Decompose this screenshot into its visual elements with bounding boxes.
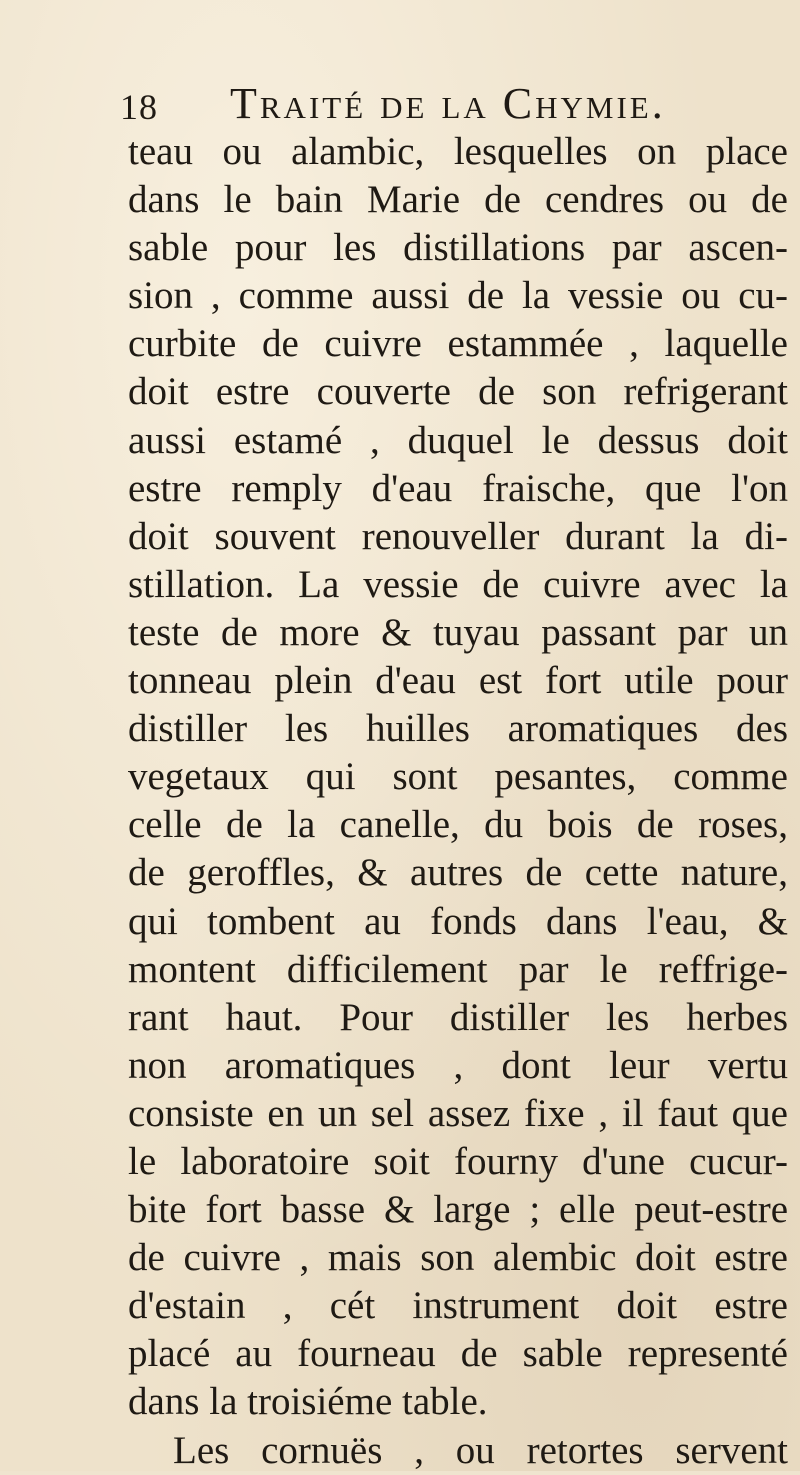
text-line: bite fort basse & large ; elle peut-estre xyxy=(128,1188,788,1232)
text-line: montent difficilement par le reffrige- xyxy=(128,947,788,991)
text-line: estre remply d'eau fraische, que l'on xyxy=(128,466,788,510)
text-line: dans la troisiéme table. xyxy=(128,1380,488,1424)
text-line: doit estre couverte de son refrigerant xyxy=(128,370,788,414)
text-line: doit souvent renouveller durant la di- xyxy=(128,514,788,558)
text-line: de geroffles, & autres de cette nature, xyxy=(128,851,788,895)
text-line: qui tombent au fonds dans l'eau, & xyxy=(128,899,788,943)
text-line: vegetaux qui sont pesantes, comme xyxy=(128,755,788,799)
text-line: d'estain , cét instrument doit estre xyxy=(128,1284,788,1328)
text-line: aussi estamé , duquel le dessus doit xyxy=(128,418,788,462)
text-line: distiller les huilles aromatiques des xyxy=(128,707,788,751)
running-head-title: Traité de la Chymie. xyxy=(230,79,666,128)
page-number: 18 xyxy=(120,87,158,127)
text-line: le laboratoire soit fourny d'une cucur- xyxy=(128,1139,788,1183)
text-line: stillation. La vessie de cuivre avec la xyxy=(128,562,788,606)
text-line: rant haut. Pour distiller les herbes xyxy=(128,995,788,1039)
text-line: consiste en un sel assez fixe , il faut que xyxy=(128,1091,788,1135)
text-line: teau ou alambic, lesquelles on place xyxy=(128,130,788,173)
text-line: celle de la canelle, du bois de roses, xyxy=(128,803,788,847)
text-line: curbite de cuivre estammée , laquelle xyxy=(128,322,788,366)
text-line: Les cornuës , ou retortes servent xyxy=(173,1428,788,1472)
text-line: de cuivre , mais son alembic doit estre xyxy=(128,1236,788,1280)
running-head xyxy=(120,78,760,128)
body-text xyxy=(128,128,788,1475)
text-line: sion , comme aussi de la vessie ou cu- xyxy=(128,274,788,318)
text-line: non aromatiques , dont leur vertu xyxy=(128,1043,788,1087)
text-line: dans le bain Marie de cendres ou de xyxy=(128,178,788,222)
text-line: teste de more & tuyau passant par un xyxy=(128,610,788,654)
text-line: tonneau plein d'eau est fort utile pour xyxy=(128,659,788,703)
text-line: placé au fourneau de sable representé xyxy=(128,1332,788,1376)
text-line: sable pour les distillations par ascen- xyxy=(128,226,788,270)
